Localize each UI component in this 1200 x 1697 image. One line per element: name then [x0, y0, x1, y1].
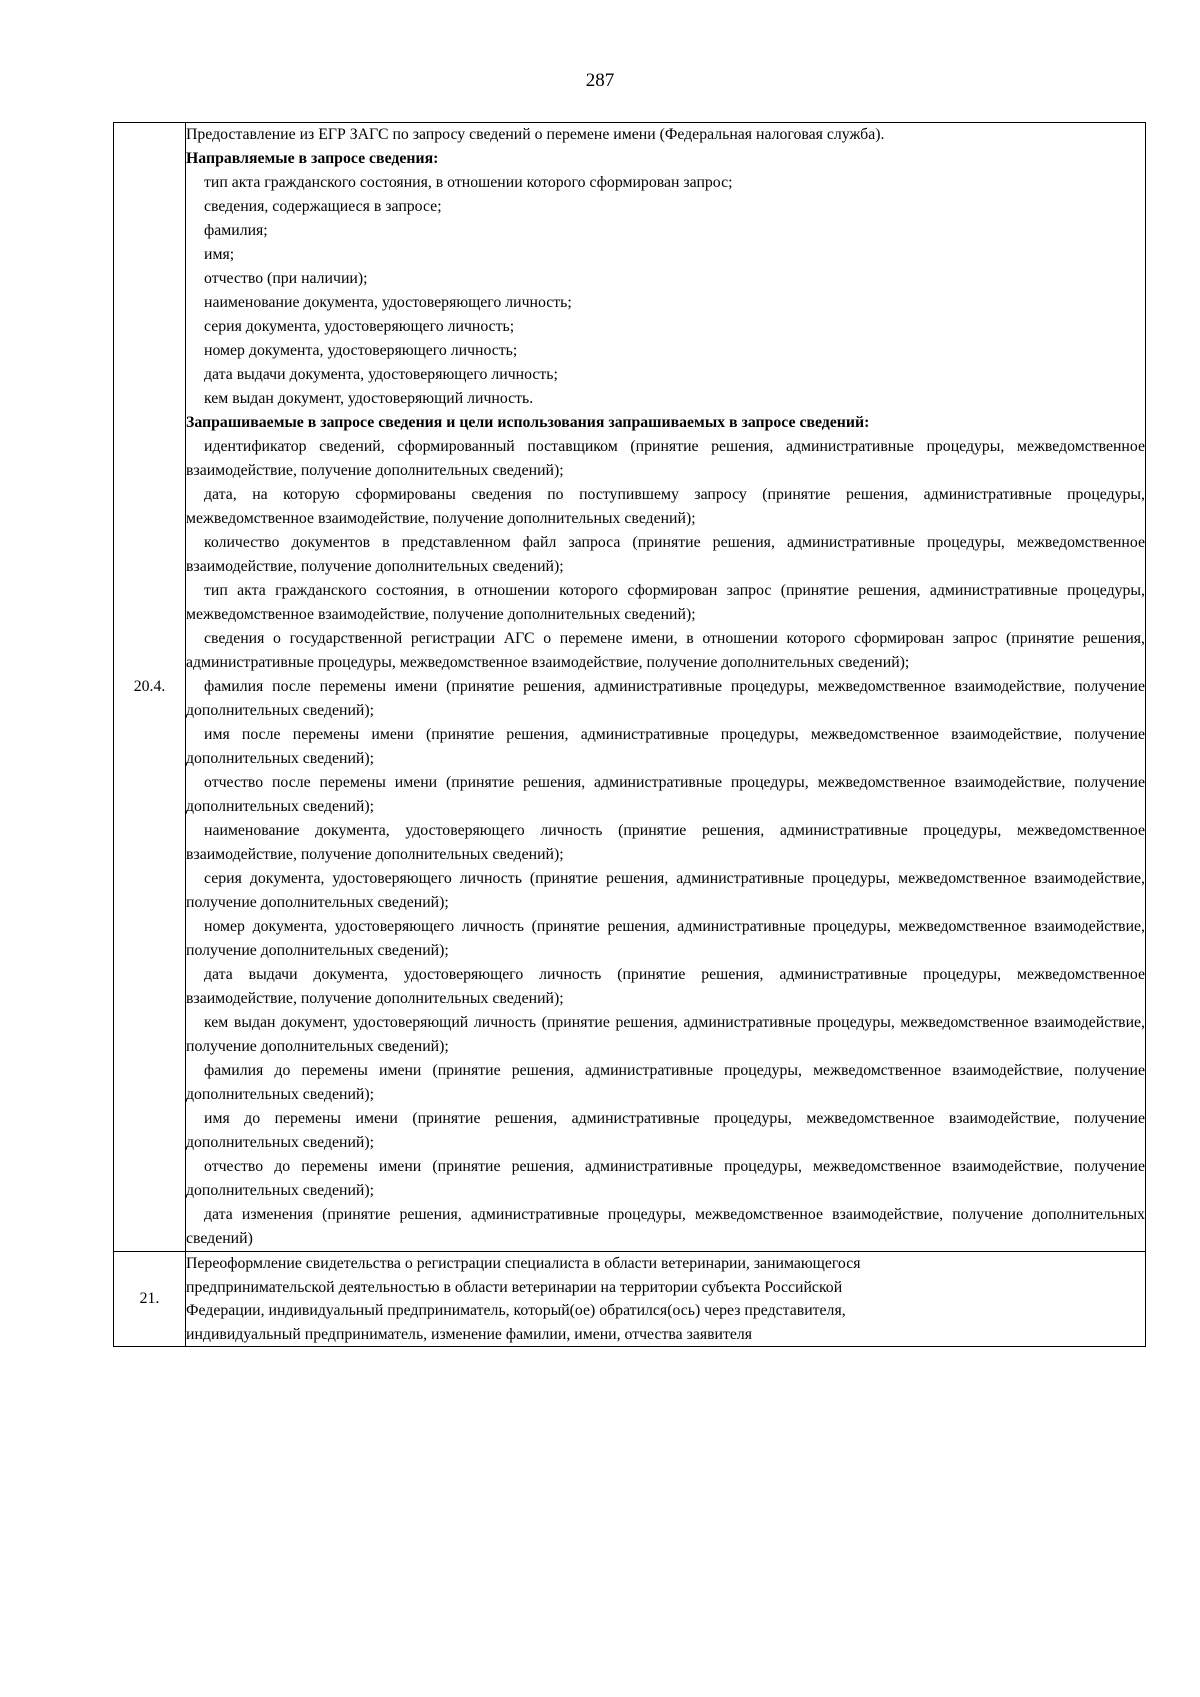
sent-data-item: сведения, содержащиеся в запросе;	[204, 198, 442, 215]
requested-data-item: отчество после перемены имени (принятие решения, административные процедуры, межведомственное взаимодействие, получение дополнительных сведений);	[186, 774, 1145, 815]
service-title: Предоставление из ЕГР ЗАГС по запросу сведений о перемене имени (Федеральная налоговая служба).	[186, 126, 885, 143]
table-row-20-4	[114, 123, 1146, 1252]
sent-data-item: серия документа, удостоверяющего личность;	[204, 318, 515, 335]
requested-data-item: количество документов в представленном файл запроса (принятие решения, административные процедуры, межведомственное взаимодействие, получение дополнительных сведений);	[186, 534, 1145, 575]
sent-data-item: кем выдан документ, удостоверяющий личность.	[204, 390, 534, 407]
requested-data-item: номер документа, удостоверяющего личность (принятие решения, административные процедуры, межведомственное взаимодействие, получение дополнительных сведений);	[186, 918, 1145, 959]
requested-data-item: фамилия до перемены имени (принятие решения, административные процедуры, межведомственное взаимодействие, получение дополнительных сведений);	[186, 1062, 1145, 1103]
requested-data-item: дата изменения (принятие решения, административные процедуры, межведомственное взаимодействие, получение дополнительных сведений)	[186, 1206, 1145, 1247]
row-content	[186, 123, 1146, 1252]
sent-data-item: наименование документа, удостоверяющего личность;	[204, 294, 572, 311]
row-content	[186, 1252, 1146, 1347]
row-number: 21.	[114, 1252, 186, 1347]
requested-data-item: тип акта гражданского состояния, в отношении которого сформирован запрос (принятие решения, административные процедуры, межведомственное взаимодействие, получение дополнительных сведений);	[186, 582, 1145, 623]
requested-data-item: кем выдан документ, удостоверяющий личность (принятие решения, административные процедуры, межведомственное взаимодействие, получение дополнительных сведений);	[186, 1014, 1145, 1055]
requested-data-list	[186, 435, 1145, 1251]
requested-data-item: наименование документа, удостоверяющего личность (принятие решения, административные процедуры, межведомственное взаимодействие, получение дополнительных сведений);	[186, 822, 1145, 863]
requested-data-item: имя до перемены имени (принятие решения, административные процедуры, межведомственное взаимодействие, получение дополнительных сведений);	[186, 1110, 1145, 1151]
sent-data-item: номер документа, удостоверяющего личность;	[204, 342, 518, 359]
requested-data-item: идентификатор сведений, сформированный поставщиком (принятие решения, административные процедуры, межведомственное взаимодействие, получение дополнительных сведений);	[186, 438, 1145, 479]
sent-data-item: имя;	[204, 246, 235, 263]
requested-data-item: серия документа, удостоверяющего личность (принятие решения, административные процедуры, межведомственное взаимодействие, получение дополнительных сведений);	[186, 870, 1145, 911]
requested-data-item: дата выдачи документа, удостоверяющего личность (принятие решения, административные процедуры, межведомственное взаимодействие, получение дополнительных сведений);	[186, 966, 1145, 1007]
sent-data-item: дата выдачи документа, удостоверяющего личность;	[204, 366, 558, 383]
requested-data-item: отчество до перемены имени (принятие решения, административные процедуры, межведомственное взаимодействие, получение дополнительных сведений);	[186, 1158, 1145, 1199]
service-description-line: Федерации, индивидуальный предприниматель, который(ое) обратился(ось) через представителя,	[186, 1302, 846, 1319]
sent-data-item: отчество (при наличии);	[204, 270, 368, 287]
sent-data-heading: Направляемые в запросе сведения:	[186, 150, 439, 167]
requested-data-item: дата, на которую сформированы сведения по поступившему запросу (принятие решения, административные процедуры, межведомственное взаимодействие, получение дополнительных сведений);	[186, 486, 1145, 527]
sent-data-list	[186, 171, 1145, 411]
table-row-21	[114, 1252, 1146, 1347]
services-table	[113, 122, 1146, 1347]
service-description-line: индивидуальный предприниматель, изменение фамилии, имени, отчества заявителя	[186, 1325, 753, 1343]
requested-data-item: имя после перемены имени (принятие решения, административные процедуры, межведомственное взаимодействие, получение дополнительных сведений);	[186, 726, 1145, 767]
row-number: 20.4.	[114, 123, 186, 1252]
page-number: 287	[585, 70, 615, 91]
service-description-line: предпринимательской деятельностью в области ветеринарии на территории субъекта Российской	[186, 1278, 843, 1296]
requested-data-item: сведения о государственной регистрации АГС о перемене имени, в отношении которого сформирован запрос (принятие решения, административные процедуры, межведомственное взаимодействие, получение дополнительных сведений);	[186, 630, 1145, 671]
requested-data-heading: Запрашиваемые в запросе сведения и цели использования запрашиваемых в запросе сведений:	[186, 414, 870, 431]
sent-data-item: тип акта гражданского состояния, в отношении которого сформирован запрос;	[204, 174, 733, 191]
requested-data-item: фамилия после перемены имени (принятие решения, административные процедуры, межведомственное взаимодействие, получение дополнительных сведений);	[186, 678, 1145, 719]
service-description-line: Переоформление свидетельства о регистрации специалиста в области ветеринарии, занимающегося	[186, 1255, 861, 1272]
sent-data-item: фамилия;	[204, 222, 268, 239]
